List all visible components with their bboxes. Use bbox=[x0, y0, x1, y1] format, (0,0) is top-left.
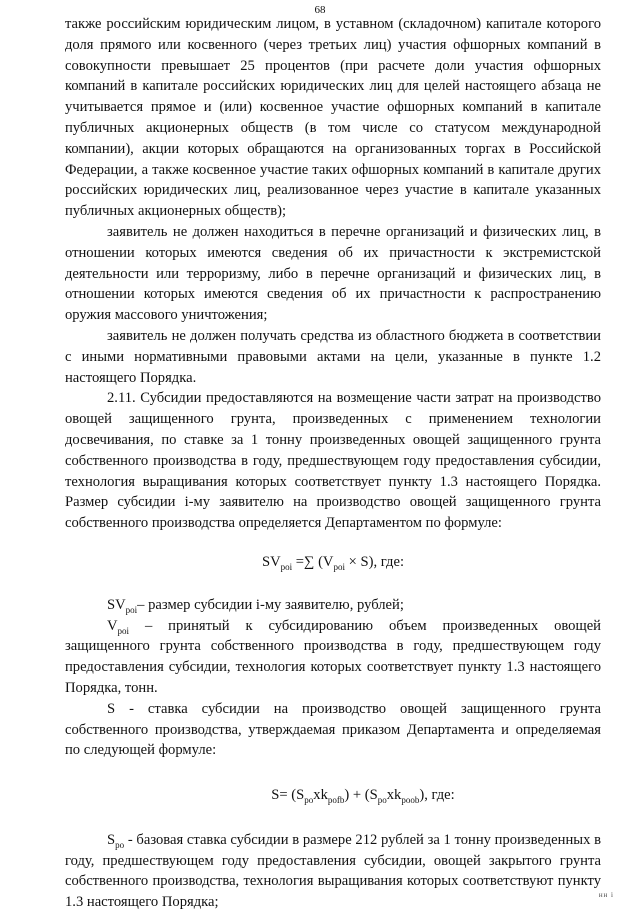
paragraph-offshore: также российским юридическим лицом, в уставном (складочном) капитале которого доля прямого или косвенного (через третьих лиц) участия офшорных компаний в совокупности превышает 25 процентов (при расчете доли участия офшорных компаний в капитале российских юридических лиц для целей настоящего абзаца не учитывается прямое и (или) косвенное участие офшорных компаний в капитале публичных акционерных обществ (в том числе со статусом международной компании), акции которых обращаются на организованных торгах в Российской Федерации, а также косвенное участие таких офшорных компаний в капитале других российских юридических лиц, реализованное через участие в капитале указанных публичных акционерных обществ); bbox=[65, 16, 601, 220]
page-number: 68 bbox=[314, 4, 326, 16]
paragraph-budget: заявитель не должен получать средства из областного бюджета в соответствии с иными нормативными правовыми актами на цели, указанные в пункте 1.2 настоящего Порядка. bbox=[65, 327, 601, 386]
paragraph-extremism: заявитель не должен находиться в перечне организаций и физических лиц, в отношении которых имеются сведения об их причастности к экстремистской деятельности или терроризму, либо в перечне организаций и физических лиц, в отношении которых имеются сведения об их причастности к распространению оружия массового уничтожения; bbox=[65, 223, 601, 324]
definition-spo: $S_{po}$ - базовая ставка субсидии в размере 212 рублей за 1 тонну произведенных в году, предшествующем году предоставления субсидии, овощей закрытого грунта собственного производства, технология выращивания которых соответствуют пункту 1.3 настоящего Порядка; bbox=[65, 831, 601, 911]
formula-subsidy-size: $SV_{poi}$ =∑ $(V_{poi} \times S)$, где: bbox=[261, 553, 405, 572]
definition-v: $V_{poi}$ – принятый к субсидированию объем произведенных овощей защищенного грунта собственного производства в году, предшествующем году предоставления субсидии, технология которых соответствует пункту 1.3 настоящего Порядка, тонн. bbox=[65, 617, 601, 696]
document-body bbox=[65, 14, 601, 913]
definition-s: S - ставка субсидии на производство овощей защищенного грунта собственного производства, утверждаемая приказом Департамента и определяемая по следующей формуле: bbox=[65, 700, 601, 759]
paragraph-2-11: 2.11. Субсидии предоставляются на возмещение части затрат на производство овощей защищенного грунта, произведенных с применением технологии досвечивания, по ставке за 1 тонну произведенных овощей защищенного грунта собственного производства в году, предшествующем году предоставления субсидии, технология выращивания которых соответствует пункту 1.3 настоящего Порядка. Размер субсидии i-му заявителю на производство овощей защищенного грунта собственного производства определяется Департаментом по формуле: bbox=[65, 390, 601, 532]
definition-sv: $SV_{poi}-$ размер субсидии i-му заявителю, рублей; bbox=[107, 596, 404, 615]
formula-subsidy-rate: $S= (S_{po}xk_{pofb}) + (S_{po}xk_{poob})$, где: bbox=[271, 787, 455, 805]
footer-scan-mark: нн і bbox=[598, 891, 614, 899]
